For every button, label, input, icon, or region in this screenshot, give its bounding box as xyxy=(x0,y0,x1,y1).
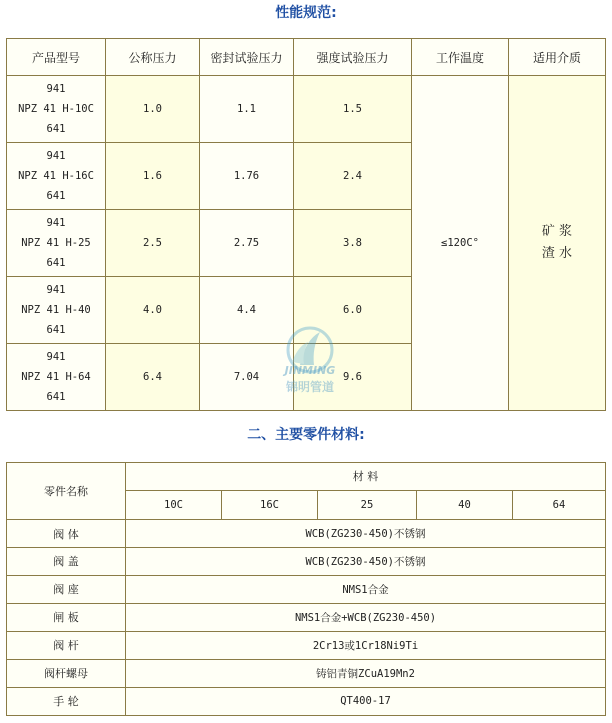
working-temperature-cell: ≤120C° xyxy=(412,76,509,411)
table-row xyxy=(7,659,606,687)
part-material-cell: QT400-17 xyxy=(126,687,606,715)
part-name-cell: 阀 盖 xyxy=(7,548,126,576)
nominal-pressure-cell: 1.6 xyxy=(106,143,200,210)
part-name-cell: 阀 杆 xyxy=(7,631,126,659)
nominal-pressure-cell: 2.5 xyxy=(106,210,200,277)
table-row xyxy=(7,520,606,548)
table-header-row xyxy=(7,39,606,76)
table-row xyxy=(7,76,606,143)
part-material-cell: WCB(ZG230-450)不锈钢 xyxy=(126,548,606,576)
grade-25: 25 xyxy=(318,490,417,519)
watermark-brand-en: JINMING xyxy=(284,364,336,377)
materials-title: 二、主要零件材料: xyxy=(247,427,365,443)
seal-pressure-cell: 1.1 xyxy=(200,76,294,143)
table-row xyxy=(7,603,606,631)
seal-pressure-cell: 7.04 xyxy=(200,344,294,411)
part-name-cell: 阀 座 xyxy=(7,575,126,603)
part-material-cell: NMS1合金+WCB(ZG230-450) xyxy=(126,603,606,631)
performance-spec-table xyxy=(6,38,606,411)
seal-pressure-cell: 4.4 xyxy=(200,277,294,344)
seal-pressure-cell: 2.75 xyxy=(200,210,294,277)
grade-40: 40 xyxy=(417,490,513,519)
part-name-cell: 手 轮 xyxy=(7,687,126,715)
table-row xyxy=(7,548,606,576)
header-strength-test-pressure: 强度试验压力 xyxy=(294,39,412,76)
product-model-cell: 941 NPZ 41 H-10C 641 xyxy=(7,76,106,143)
header-product-model: 产品型号 xyxy=(7,39,106,76)
strength-pressure-cell: 1.5 xyxy=(294,76,412,143)
product-model-cell: 941 NPZ 41 H-16C 641 xyxy=(7,143,106,210)
table-row xyxy=(7,687,606,715)
grade-64: 64 xyxy=(513,490,606,519)
product-model-cell: 941 NPZ 41 H-25 641 xyxy=(7,210,106,277)
strength-pressure-cell: 2.4 xyxy=(294,143,412,210)
grade-10c: 10C xyxy=(126,490,222,519)
materials-table xyxy=(6,462,606,716)
strength-pressure-cell: 6.0 xyxy=(294,277,412,344)
header-seal-test-pressure: 密封试验压力 xyxy=(200,39,294,76)
header-working-temperature: 工作温度 xyxy=(412,39,509,76)
performance-spec-title: 性能规范: xyxy=(275,5,337,21)
part-name-cell: 阀杆螺母 xyxy=(7,659,126,687)
header-nominal-pressure: 公称压力 xyxy=(106,39,200,76)
nominal-pressure-cell: 4.0 xyxy=(106,277,200,344)
grade-16c: 16C xyxy=(222,490,318,519)
strength-pressure-cell: 9.6 xyxy=(294,344,412,411)
product-model-cell: 941 NPZ 41 H-40 641 xyxy=(7,277,106,344)
header-part-name: 零件名称 xyxy=(7,463,126,520)
materials-header-row xyxy=(7,463,606,491)
table-row xyxy=(7,631,606,659)
part-material-cell: NMS1合金 xyxy=(126,575,606,603)
part-material-cell: WCB(ZG230-450)不锈钢 xyxy=(126,520,606,548)
table-row xyxy=(7,575,606,603)
product-model-cell: 941 NPZ 41 H-64 641 xyxy=(7,344,106,411)
header-applicable-medium: 适用介质 xyxy=(509,39,606,76)
part-material-cell: 2Cr13或1Cr18Ni9Ti xyxy=(126,631,606,659)
part-name-cell: 阀 体 xyxy=(7,520,126,548)
nominal-pressure-cell: 1.0 xyxy=(106,76,200,143)
part-name-cell: 闸 板 xyxy=(7,603,126,631)
nominal-pressure-cell: 6.4 xyxy=(106,344,200,411)
strength-pressure-cell: 3.8 xyxy=(294,210,412,277)
seal-pressure-cell: 1.76 xyxy=(200,143,294,210)
header-material: 材 料 xyxy=(126,463,606,491)
watermark-brand-cn: 锦明管道 xyxy=(285,380,334,394)
part-material-cell: 铸铝青铜ZCuA19Mn2 xyxy=(126,659,606,687)
applicable-medium-cell: 矿 浆 渣 水 xyxy=(509,76,606,411)
